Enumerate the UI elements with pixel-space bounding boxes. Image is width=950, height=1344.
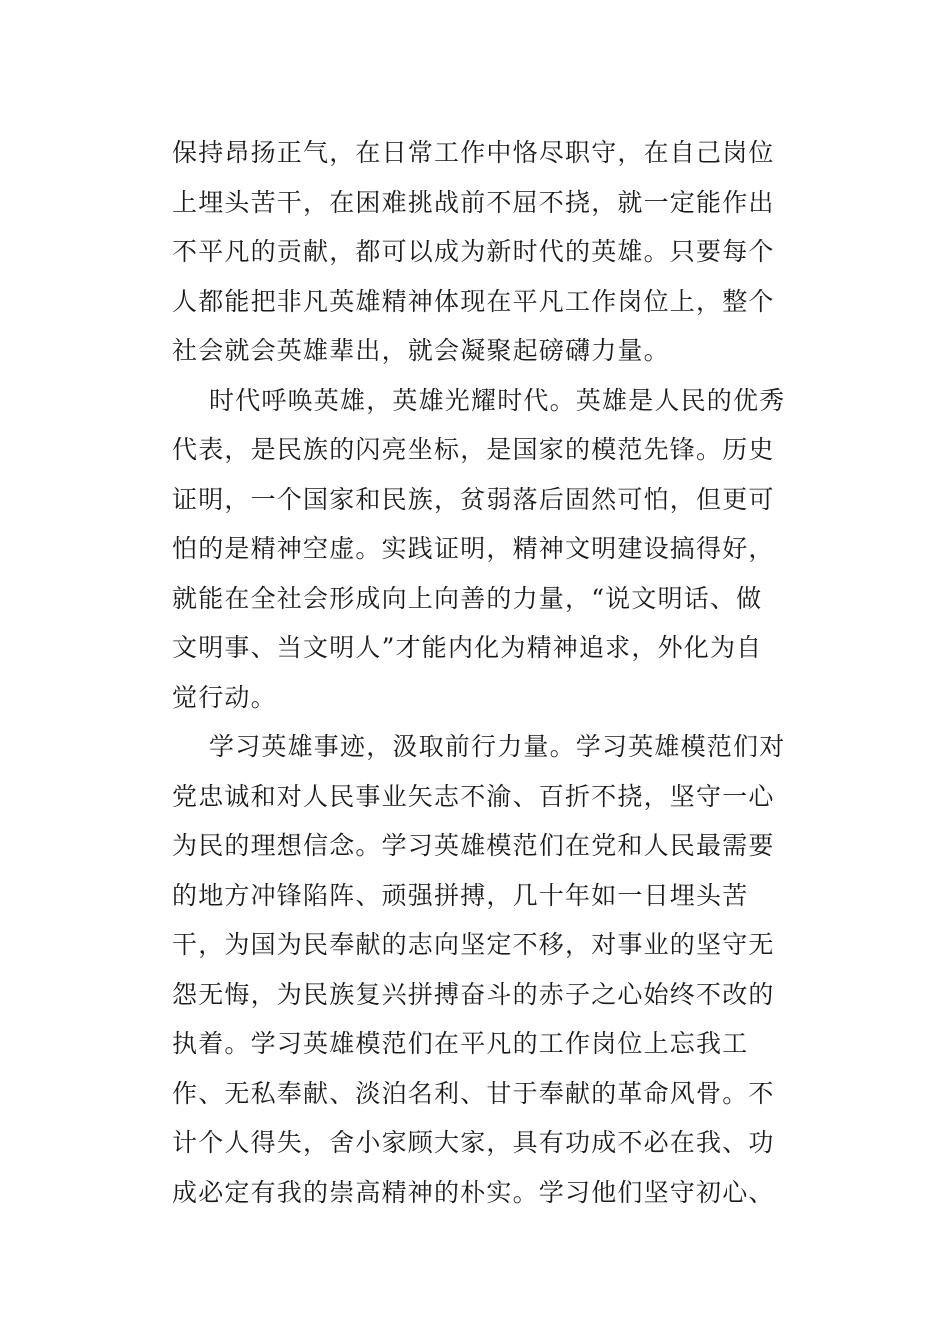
text-line: 证明，一个国家和民族，贫弱落后固然可怕，但更可	[172, 484, 775, 514]
text-line: 怨无悔，为民族复兴拼搏奋斗的赤子之心始终不改的	[172, 979, 775, 1009]
paragraph-first-line: 时代呼唤英雄，英雄光耀时代。英雄是人民的优秀	[209, 385, 786, 415]
paragraph-first-line: 学习英雄事迹，汲取前行力量。学习英雄模范们对	[209, 732, 786, 761]
text-line: 的地方冲锋陷阵、顽强拼搏，几十年如一日埋头苦	[172, 880, 749, 910]
text-line: 保持昂扬正气，在日常工作中恪尽职守，在自己岗位	[172, 138, 775, 167]
text-line: 计个人得失，舍小家顾大家，具有功成不必在我、功	[172, 1128, 775, 1157]
text-line: 成必定有我的崇高精神的朴实。学习他们坚守初心、	[172, 1177, 775, 1207]
text-line: 觉行动。	[172, 682, 277, 712]
text-line: 社会就会英雄辈出，就会凝聚起磅礴力量。	[172, 336, 670, 365]
text-line: 干，为国为民奉献的志向坚定不移，对事业的坚守无	[172, 930, 775, 959]
text-line: 执着。学习英雄模范们在平凡的工作岗位上忘我工	[172, 1029, 749, 1058]
text-line: 上埋头苦干，在困难挑战前不屈不挠，就一定能作出	[172, 187, 775, 217]
text-line: 文明事、当文明人”才能内化为精神追求，外化为自	[172, 633, 763, 662]
text-line: 党忠诚和对人民事业矢志不渝、百折不挠，坚守一心	[172, 781, 775, 811]
text-line: 就能在全社会形成向上向善的力量，“说文明话、做	[172, 583, 763, 613]
text-line: 为民的理想信念。学习英雄模范们在党和人民最需要	[172, 831, 775, 860]
body-text	[172, 128, 786, 1217]
text-line: 代表，是民族的闪亮坐标，是国家的模范先锋。历史	[172, 435, 775, 464]
text-line: 不平凡的贡献，都可以成为新时代的英雄。只要每个	[172, 237, 775, 266]
text-line: 作、无私奉献、淡泊名利、甘于奉献的革命风骨。不	[172, 1078, 775, 1108]
text-line: 人都能把非凡英雄精神体现在平凡工作岗位上，整个	[172, 286, 775, 316]
text-line: 怕的是精神空虚。实践证明，精神文明建设搞得好，	[172, 534, 775, 563]
